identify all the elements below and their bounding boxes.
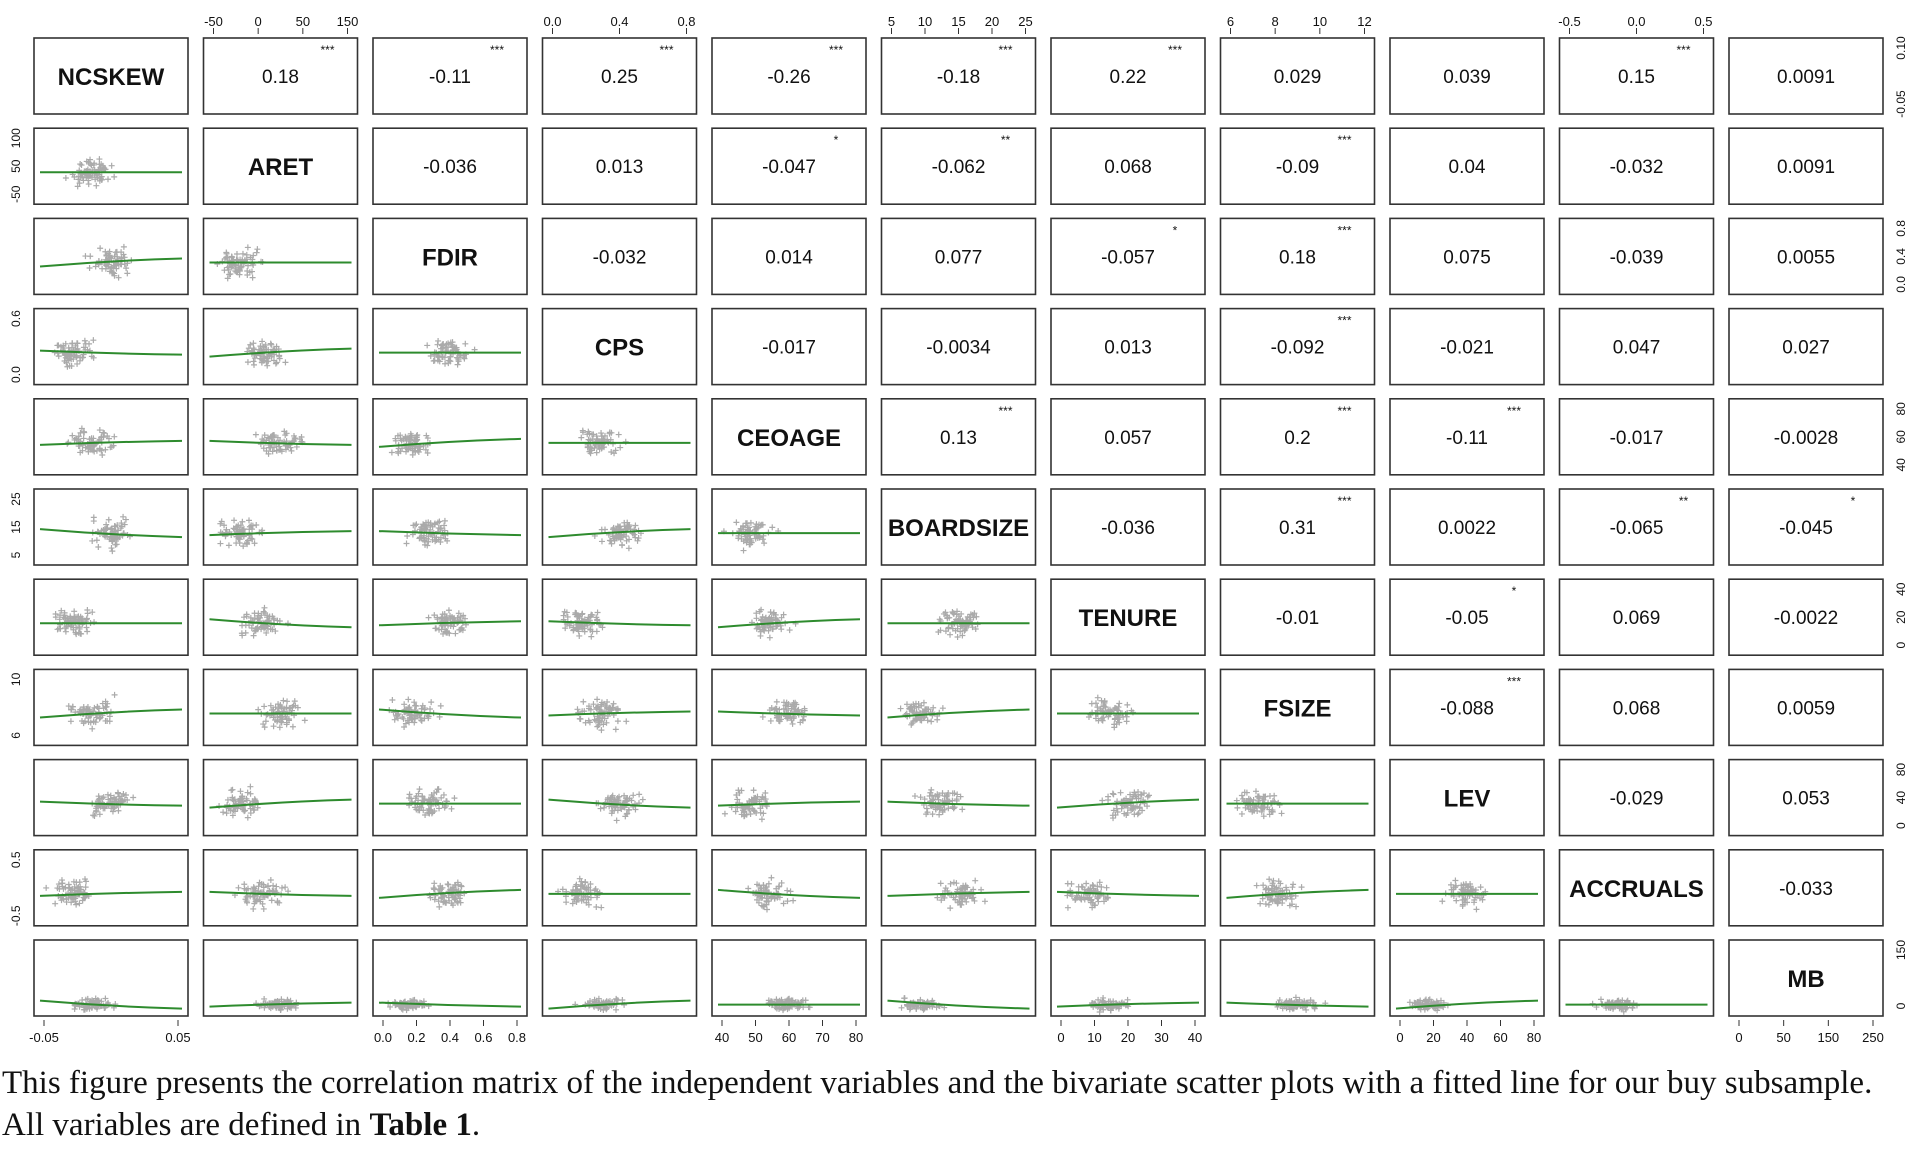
axis-tick-label: 30	[1154, 1030, 1169, 1045]
correlation-value: -0.0022	[1773, 608, 1839, 630]
axis-tick-label: 12	[1357, 14, 1372, 29]
axis-tick-label: 25	[1018, 14, 1033, 29]
significance-stars: ***	[1337, 494, 1352, 508]
significance-stars: ***	[489, 43, 505, 57]
variable-label: ACCRUALS	[1569, 875, 1704, 903]
left-axis-tick-label: 15	[9, 520, 23, 534]
correlation-value: -0.18	[936, 67, 981, 88]
significance-stars: ***	[659, 43, 674, 57]
axis-tick-label: 0.0	[1627, 14, 1646, 29]
panel-frame	[543, 399, 697, 475]
panel-frame	[373, 489, 527, 565]
correlation-value: -0.045	[1779, 518, 1833, 539]
caption-text: This figure presents the correlation matrix of the independent variables and the bivariate scatter plots with a fitted line for our buy subsample. All variables are defined in	[2, 1065, 1873, 1143]
variable-label: BOARDSIZE	[887, 515, 1030, 542]
left-axis-tick-label: 0.0	[9, 366, 23, 383]
correlation-value: 0.029	[1273, 67, 1322, 88]
correlation-value: 0.013	[595, 157, 644, 179]
right-axis-tick-label: 60	[1894, 430, 1908, 444]
correlation-value: -0.017	[762, 337, 816, 359]
correlation-value: 0.0059	[1776, 698, 1836, 720]
axis-tick-label: 0.5	[1694, 14, 1713, 29]
axis-tick-label: 50	[295, 14, 311, 29]
panel-frame	[882, 850, 1036, 926]
caption-period: .	[471, 1107, 481, 1143]
left-axis-tick-label: -0.5	[9, 905, 23, 927]
variable-label: NCSKEW	[57, 64, 165, 91]
right-axis-tick-label: 40	[1894, 790, 1908, 805]
axis-tick-label: 40	[1187, 1030, 1203, 1045]
variable-label: ARET	[247, 154, 314, 182]
left-axis-tick-label: 50	[9, 159, 23, 173]
left-axis-tick-label: 0.5	[9, 851, 23, 869]
axis-tick-label: 40	[1459, 1030, 1475, 1045]
left-axis-tick-label: 6	[9, 732, 23, 739]
axis-tick-label: 50	[1776, 1030, 1791, 1045]
significance-stars: ***	[1337, 403, 1352, 418]
right-axis-tick-label: 0	[1894, 641, 1908, 649]
correlation-value: 0.0091	[1776, 157, 1836, 179]
axis-tick-label: 60	[1493, 1030, 1508, 1045]
variable-label: CPS	[594, 334, 645, 362]
axis-tick-label: 150	[1817, 1030, 1840, 1045]
significance-stars: ***	[1337, 133, 1352, 148]
axis-tick-label: 0.4	[440, 1030, 460, 1045]
right-axis-tick-label: 0.4	[1894, 248, 1908, 265]
panel-frame	[373, 760, 527, 836]
axis-tick-label: 0	[254, 14, 262, 29]
right-axis-tick-label: 0.0	[1894, 276, 1908, 293]
correlation-value: 0.15	[1618, 67, 1655, 88]
significance-stars: **	[1678, 494, 1689, 508]
correlation-value: -0.092	[1270, 337, 1325, 359]
correlation-value: -0.036	[1101, 518, 1155, 539]
correlation-value: -0.033	[1779, 878, 1833, 900]
axis-tick-label: 5	[887, 14, 896, 29]
panel-frame	[1221, 760, 1375, 836]
axis-tick-label: 0	[1735, 1030, 1743, 1045]
correlation-value: -0.11	[1446, 427, 1488, 449]
panel-frame	[712, 760, 866, 836]
panel-frame	[204, 579, 358, 655]
panel-frame	[1051, 850, 1205, 926]
panel-frame	[543, 850, 697, 926]
correlation-value: -0.05	[1445, 608, 1489, 630]
correlation-value: 0.039	[1443, 67, 1491, 88]
correlation-value: 0.068	[1104, 157, 1152, 179]
significance-stars: *	[1511, 584, 1517, 599]
right-axis-tick-label: 0.8	[1894, 220, 1908, 237]
correlation-value: 0.047	[1612, 337, 1661, 359]
correlation-value: -0.029	[1609, 788, 1664, 810]
correlation-value: -0.032	[592, 247, 647, 269]
significance-stars: ***	[1676, 43, 1691, 57]
correlation-value: 0.077	[934, 247, 983, 269]
left-axis-tick-label: 0.6	[9, 310, 23, 327]
axis-tick-label: 10	[1312, 14, 1328, 29]
correlation-value: -0.088	[1440, 698, 1494, 720]
left-axis-tick-label: 10	[9, 672, 23, 687]
variable-label: LEV	[1443, 785, 1491, 813]
panel-frame	[204, 760, 358, 836]
axis-tick-label: 0.6	[474, 1030, 493, 1045]
axis-tick-label: 10	[917, 14, 933, 29]
correlation-value: 0.075	[1443, 247, 1491, 269]
variable-label: CEOAGE	[736, 424, 842, 452]
panel-frame	[204, 399, 358, 475]
correlation-value: -0.01	[1275, 608, 1320, 630]
significance-stars: ***	[1506, 674, 1522, 689]
correlation-value: 0.18	[1279, 247, 1316, 269]
variable-label: FSIZE	[1263, 695, 1332, 723]
right-axis-tick-label: 40	[1894, 458, 1908, 472]
correlation-value: -0.062	[931, 157, 986, 179]
correlation-value: 0.053	[1782, 788, 1830, 810]
axis-tick-label: 0.8	[677, 14, 696, 29]
significance-stars: **	[1000, 133, 1011, 148]
right-axis-tick-label: 150	[1894, 939, 1908, 961]
correlation-value: -0.032	[1609, 157, 1664, 179]
panel-frame	[712, 850, 866, 926]
correlation-value: 0.22	[1109, 67, 1147, 88]
panel-frame	[1051, 669, 1205, 745]
correlation-value: 0.13	[940, 427, 977, 449]
axis-tick-label: 0	[1057, 1030, 1065, 1045]
axis-tick-label: 40	[714, 1030, 730, 1045]
correlation-value: -0.036	[423, 157, 477, 179]
axis-tick-label: -0.05	[29, 1030, 59, 1045]
panel-frame	[543, 669, 697, 745]
right-axis-tick-label: 80	[1894, 402, 1908, 416]
correlation-value: -0.065	[1609, 518, 1664, 539]
axis-tick-label: -0.5	[1558, 14, 1581, 29]
axis-tick-label: 0.4	[610, 14, 629, 29]
correlation-value: 0.069	[1612, 608, 1661, 630]
panel-frame	[34, 399, 188, 475]
panel-frame	[712, 579, 866, 655]
right-axis-tick-label: 20	[1894, 610, 1908, 624]
correlation-value: 0.027	[1782, 337, 1830, 359]
variable-label: TENURE	[1078, 605, 1178, 633]
panel-frame	[712, 669, 866, 745]
panel-frame	[373, 669, 527, 745]
significance-stars: *	[1172, 223, 1178, 238]
right-axis-tick-label: 80	[1894, 762, 1908, 777]
left-axis-tick-label: 25	[9, 492, 23, 506]
panel-frame	[882, 669, 1036, 745]
panel-frame	[1221, 850, 1375, 926]
caption-table-ref: Table 1	[369, 1107, 472, 1143]
left-axis-tick-label: 100	[9, 128, 23, 149]
correlation-value: 0.31	[1279, 518, 1316, 539]
significance-stars: ***	[320, 43, 335, 57]
axis-tick-label: 10	[1087, 1030, 1102, 1045]
axis-tick-label: 0.8	[507, 1030, 527, 1045]
axis-tick-label: 0.2	[407, 1030, 426, 1045]
correlation-value: 0.013	[1104, 337, 1152, 359]
significance-stars: *	[833, 133, 839, 148]
axis-tick-label: 80	[848, 1030, 864, 1045]
correlation-value: 0.057	[1104, 427, 1152, 449]
figure-caption	[2, 1062, 1902, 1146]
right-axis-tick-label: 0	[1894, 822, 1908, 829]
axis-tick-label: 6	[1226, 14, 1235, 29]
variable-label: FDIR	[422, 244, 478, 272]
axis-tick-label: 20	[984, 14, 1000, 29]
significance-stars: ***	[998, 43, 1013, 57]
correlation-value: -0.0034	[926, 337, 991, 359]
correlation-value: -0.11	[429, 67, 471, 88]
axis-tick-label: 150	[336, 14, 359, 29]
axis-tick-label: 20	[1426, 1030, 1441, 1045]
correlation-value: -0.057	[1101, 247, 1155, 269]
correlation-value: 0.014	[765, 247, 813, 269]
panel-frame	[1051, 760, 1205, 836]
correlation-value: 0.04	[1448, 157, 1486, 179]
right-axis-tick-label: 40	[1894, 582, 1908, 596]
correlation-value: -0.047	[762, 157, 816, 179]
correlation-value: 0.18	[262, 67, 299, 88]
axis-tick-label: -50	[204, 14, 223, 29]
axis-tick-label: 80	[1526, 1030, 1542, 1045]
left-axis-tick-label: 5	[9, 551, 23, 559]
correlation-value: -0.0028	[1773, 427, 1839, 449]
significance-stars: ***	[998, 403, 1013, 418]
axis-tick-label: 0.0	[373, 1030, 393, 1045]
correlation-value: -0.26	[767, 67, 811, 88]
axis-tick-label: 50	[748, 1030, 763, 1045]
significance-stars: ***	[1337, 223, 1352, 238]
panel-frame	[712, 489, 866, 565]
variable-label: MB	[1787, 966, 1825, 993]
significance-stars: ***	[1167, 43, 1183, 57]
axis-tick-label: 60	[781, 1030, 797, 1045]
right-axis-tick-label: 0.10	[1894, 36, 1908, 60]
panel-frame	[34, 669, 188, 745]
correlation-value: 0.068	[1612, 698, 1661, 720]
axis-tick-label: 20	[1120, 1030, 1136, 1045]
correlation-value: 0.0055	[1776, 247, 1836, 269]
correlation-value: 0.0022	[1437, 518, 1497, 539]
significance-stars: ***	[828, 43, 844, 57]
significance-stars: ***	[1337, 313, 1352, 328]
axis-tick-label: 8	[1271, 14, 1279, 29]
correlation-value: -0.017	[1609, 427, 1664, 449]
right-axis-tick-label: 0	[1894, 1002, 1908, 1010]
correlation-value: 0.0091	[1776, 67, 1836, 88]
significance-stars: ***	[1506, 403, 1522, 418]
correlation-value: -0.039	[1609, 247, 1664, 269]
correlation-value: 0.2	[1284, 427, 1311, 449]
axis-tick-label: 0.0	[543, 14, 562, 29]
panel-frame	[882, 760, 1036, 836]
axis-tick-label: 250	[1862, 1030, 1884, 1045]
panel-frame	[373, 399, 527, 475]
correlation-value: -0.09	[1275, 157, 1320, 179]
axis-tick-label: 15	[951, 14, 966, 29]
panel-frame	[204, 309, 358, 385]
axis-tick-label: 0	[1396, 1030, 1404, 1045]
right-axis-tick-label: -0.05	[1894, 90, 1908, 118]
axis-tick-label: 0.05	[165, 1030, 191, 1045]
left-axis-tick-label: -50	[9, 185, 23, 203]
significance-stars: *	[1850, 494, 1856, 508]
correlation-value: -0.021	[1440, 337, 1494, 359]
axis-tick-label: 70	[815, 1030, 830, 1045]
correlation-value: 0.25	[601, 67, 638, 88]
